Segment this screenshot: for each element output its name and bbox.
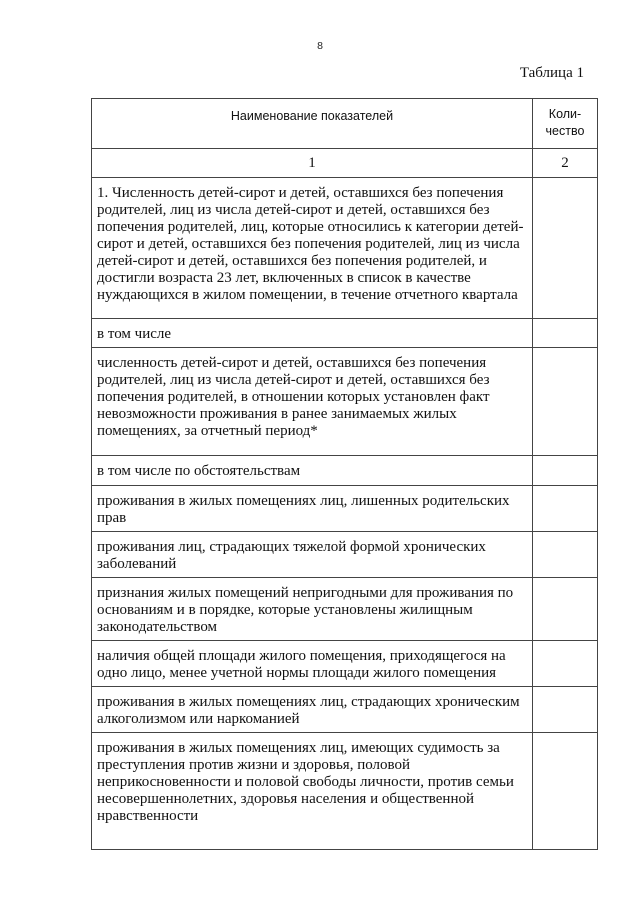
indicator-name-line: попечения родителей, в отношении которых установлен факт — [97, 389, 490, 405]
table-row — [92, 532, 598, 578]
table-row — [92, 178, 598, 319]
quantity-cell[interactable] — [533, 456, 598, 486]
quantity-cell[interactable] — [533, 532, 598, 578]
header-quantity — [533, 99, 598, 149]
indicator-name-cell — [92, 733, 533, 850]
indicator-name-line: детей-сирот и детей, оставшихся без попечения родителей, и — [97, 253, 487, 269]
indicator-name-line: помещениях, за отчетный период* — [97, 423, 318, 439]
table-row — [92, 733, 598, 850]
header-indicator-name-label: Наименование показателей — [230, 109, 394, 123]
header-indicator-name — [92, 99, 533, 149]
table-row — [92, 348, 598, 456]
table-row — [92, 578, 598, 641]
column-number-2: 2 — [533, 149, 598, 178]
table-row — [92, 456, 598, 486]
indicator-name-line: нуждающихся в жилом помещении, в течение отчетного квартала — [97, 287, 518, 303]
header-quantity-line: чество — [545, 124, 585, 138]
table-caption: Таблица 1 — [519, 65, 584, 81]
header-quantity-line: Коли- — [548, 107, 582, 121]
quantity-cell[interactable] — [533, 578, 598, 641]
indicator-name-line: неприкосновенности и половой свободы личности, против семьи — [97, 774, 514, 790]
indicator-name-line: проживания в жилых помещениях лиц, имеющих судимость за — [97, 740, 500, 756]
indicator-name-line: основаниям и в порядке, которые установлены жилищным — [97, 602, 473, 618]
quantity-cell[interactable] — [533, 178, 598, 319]
indicator-name-cell — [92, 687, 533, 733]
indicator-name-line: одно лицо, менее учетной нормы площади жилого помещения — [97, 665, 497, 681]
indicator-name-line: 1. Численность детей-сирот и детей, оставшихся без попечения — [97, 185, 504, 201]
page-number: 8 — [317, 40, 323, 52]
indicator-name-cell — [92, 178, 533, 319]
indicator-name-line: в том числе по обстоятельствам — [97, 463, 301, 479]
indicator-name-cell — [92, 348, 533, 456]
header-quantity-label — [533, 99, 597, 140]
indicator-name-line: несовершеннолетних, здоровья населения и общественной — [97, 791, 475, 807]
indicator-name-line: численность детей-сирот и детей, оставшихся без попечения — [97, 355, 487, 371]
indicator-name-cell — [92, 532, 533, 578]
indicator-name-line: прав — [97, 510, 127, 526]
indicator-name-line: попечения родителей, лиц, которые относились к категории детей- — [97, 219, 524, 235]
indicator-name-cell — [92, 319, 533, 348]
quantity-cell[interactable] — [533, 486, 598, 532]
quantity-cell[interactable] — [533, 733, 598, 850]
indicator-name-line: в том числе — [97, 326, 172, 342]
table-row — [92, 641, 598, 687]
indicator-name-line: признания жилых помещений непригодными для проживания по — [97, 585, 514, 601]
indicator-name-cell — [92, 641, 533, 687]
table-row — [92, 319, 598, 348]
indicator-name-line: достигли возраста 23 лет, включенных в список в качестве — [97, 270, 471, 286]
indicator-name-cell — [92, 456, 533, 486]
indicator-name-line: родителей, лиц из числа детей-сирот и детей, оставшихся без — [97, 372, 490, 388]
quantity-cell[interactable] — [533, 348, 598, 456]
indicator-name-line: законодательством — [97, 619, 218, 635]
indicator-name-line: преступления против жизни и здоровья, половой — [97, 757, 411, 773]
quantity-cell[interactable] — [533, 319, 598, 348]
indicator-name-line: наличия общей площади жилого помещения, приходящегося на — [97, 648, 506, 664]
indicator-name-line: алкоголизмом или наркоманией — [97, 711, 300, 727]
indicators-table — [91, 98, 598, 850]
column-number-row — [92, 149, 598, 178]
table-row — [92, 687, 598, 733]
indicator-name-cell — [92, 486, 533, 532]
indicator-name-line: заболеваний — [97, 556, 177, 572]
indicator-name-line: сирот и детей, оставшихся без попечения родителей, лиц из числа — [97, 236, 520, 252]
column-number-1: 1 — [92, 149, 533, 178]
table-header-row — [92, 99, 598, 149]
indicator-name-line: проживания в жилых помещениях лиц, лишенных родительских — [97, 493, 510, 509]
indicator-name-line: родителей, лиц из числа детей-сирот и детей, оставшихся без — [97, 202, 490, 218]
indicator-name-line: проживания лиц, страдающих тяжелой формой хронических — [97, 539, 486, 555]
table-row — [92, 486, 598, 532]
quantity-cell[interactable] — [533, 687, 598, 733]
quantity-cell[interactable] — [533, 641, 598, 687]
indicator-name-line: невозможности проживания в ранее занимаемых жилых — [97, 406, 457, 422]
indicator-name-cell — [92, 578, 533, 641]
indicator-name-line: нравственности — [97, 808, 199, 824]
indicator-name-line: проживания в жилых помещениях лиц, страдающих хроническим — [97, 694, 520, 710]
